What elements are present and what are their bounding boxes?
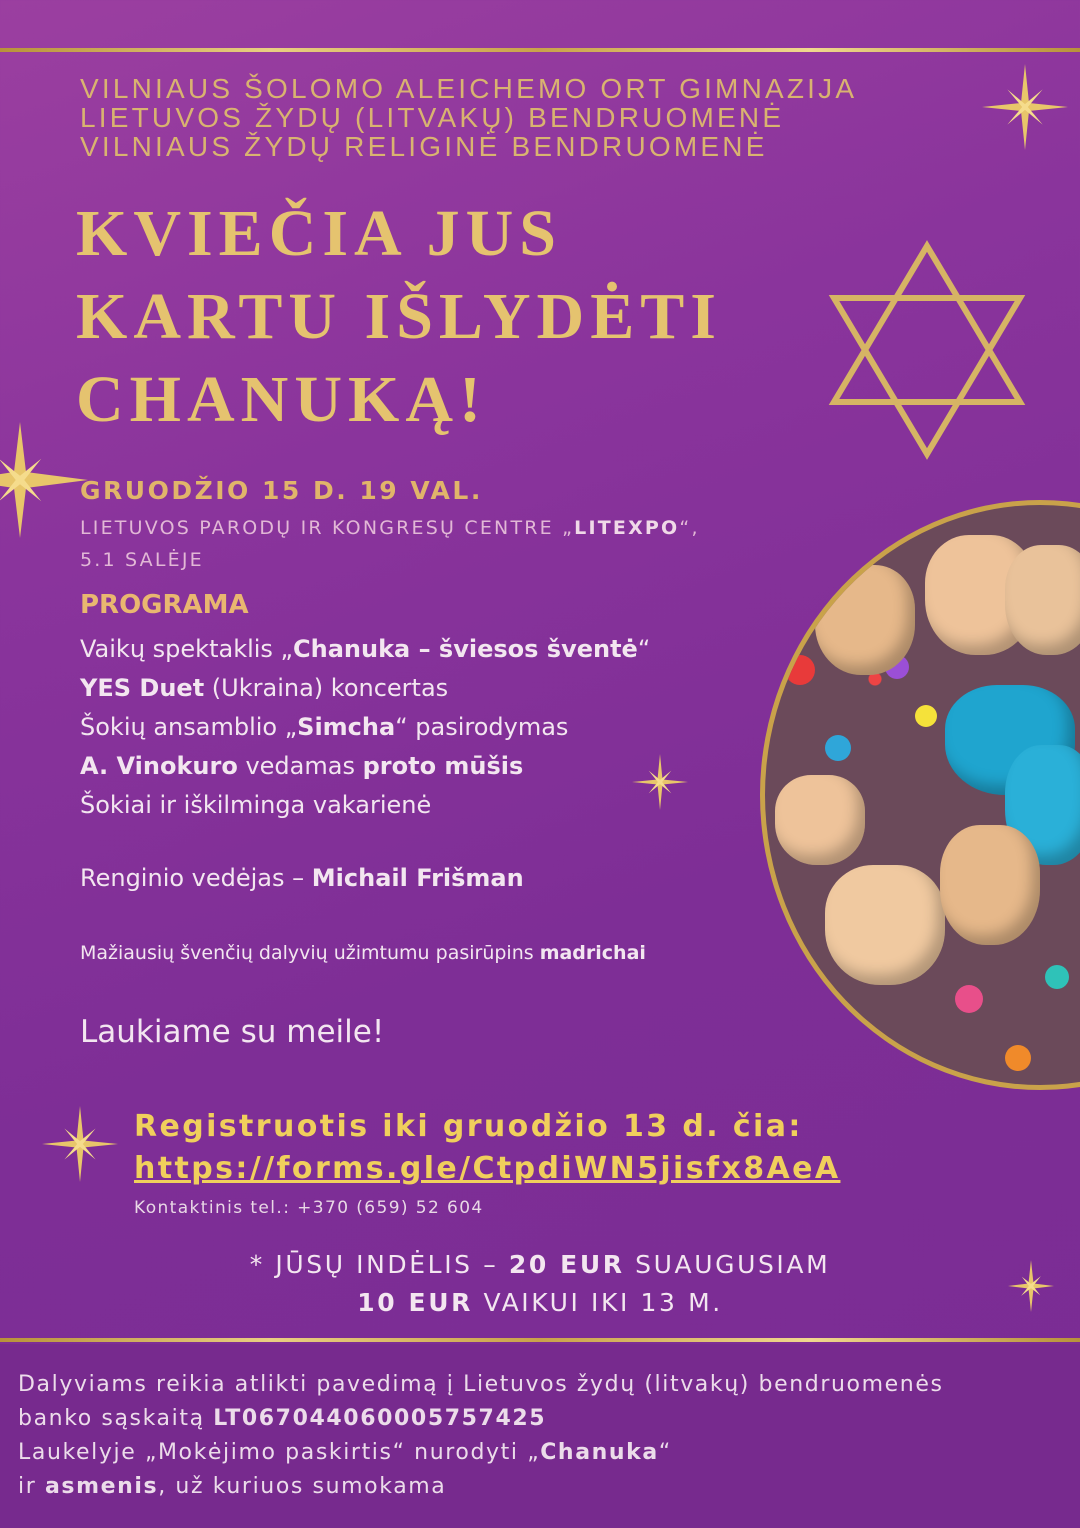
sparkle-icon bbox=[0, 420, 90, 540]
sparkle-icon bbox=[1006, 1258, 1056, 1314]
sparkle-icon bbox=[40, 1104, 120, 1184]
program-item: Šokiai ir iškilminga vakarienė bbox=[80, 791, 432, 819]
event-date: GRUODŽIO 15 D. 19 VAL. bbox=[80, 476, 483, 505]
program-item: YES Duet (Ukraina) koncertas bbox=[80, 674, 449, 702]
welcome-text: Laukiame su meile! bbox=[80, 1014, 385, 1050]
top-gold-line bbox=[0, 48, 1080, 52]
fee-info bbox=[0, 1246, 1080, 1322]
title-line-1: KVIEČIA JUS bbox=[76, 197, 562, 270]
registration-link[interactable]: https://forms.gle/CtpdiWN5jisfx8AeA bbox=[134, 1151, 841, 1186]
program-item: A. Vinokuro vedamas proto mūšis bbox=[80, 752, 524, 780]
fee-adult: * JŪSŲ INDĖLIS – 20 EUR SUAUGUSIAM bbox=[249, 1250, 831, 1279]
title-line-3: CHANUKĄ! bbox=[76, 363, 487, 436]
footer-line-1: Dalyviams reikia atlikti pavedimą į Lietuvos žydų (litvakų) bendruomenės bbox=[18, 1372, 944, 1397]
organizer-1: VILNIAUS ŠOLOMO ALEICHEMO ORT GIMNAZIJA bbox=[80, 73, 858, 104]
contact-phone: Kontaktinis tel.: +370 (659) 52 604 bbox=[134, 1198, 484, 1218]
organizer-3: VILNIAUS ŽYDŲ RELIGINĖ BENDRUOMENĖ bbox=[80, 131, 768, 162]
venue-prefix: LIETUVOS PARODŲ IR KONGRESŲ CENTRE „ bbox=[80, 517, 575, 539]
organizers bbox=[80, 74, 857, 161]
star-of-david-icon bbox=[826, 240, 1028, 460]
sparkle-icon bbox=[980, 62, 1070, 152]
payment-instructions bbox=[18, 1368, 944, 1504]
fee-child: 10 EUR VAIKUI IKI 13 M. bbox=[357, 1288, 723, 1317]
program-heading: PROGRAMA bbox=[80, 590, 249, 620]
dreidel-photo bbox=[760, 500, 1080, 1090]
venue-suffix: “, bbox=[679, 517, 700, 539]
program-list bbox=[80, 630, 650, 825]
sparkle-icon bbox=[630, 752, 690, 812]
registration bbox=[134, 1106, 840, 1190]
footer-line-3: Laukelyje „Mokėjimo paskirtis“ nurodyti „Chanuka“ bbox=[18, 1440, 672, 1465]
program-item: Šokių ansamblio „Simcha“ pasirodymas bbox=[80, 713, 569, 741]
venue-name: LITEXPO bbox=[574, 517, 680, 539]
event-venue bbox=[80, 512, 700, 576]
venue-hall: 5.1 SALĖJE bbox=[80, 549, 204, 571]
footer-line-4: ir asmenis, už kuriuos sumokama bbox=[18, 1474, 447, 1499]
footer-line-2: banko sąskaitą LT067044060005757425 bbox=[18, 1406, 547, 1431]
registration-label: Registruotis iki gruodžio 13 d. čia: bbox=[134, 1109, 803, 1144]
program-item: Vaikų spektaklis „Chanuka – šviesos šventė“ bbox=[80, 635, 651, 663]
event-host: Renginio vedėjas – Michail Frišman bbox=[80, 864, 524, 892]
title-line-2: KARTU IŠLYDĖTI bbox=[76, 280, 722, 353]
page-title bbox=[76, 192, 722, 441]
madrichai-note: Mažiausių švenčių dalyvių užimtumu pasirūpins madrichai bbox=[80, 942, 646, 964]
bottom-gold-line bbox=[0, 1338, 1080, 1342]
organizer-2: LIETUVOS ŽYDŲ (LITVAKŲ) BENDRUOMENĖ bbox=[80, 102, 785, 133]
